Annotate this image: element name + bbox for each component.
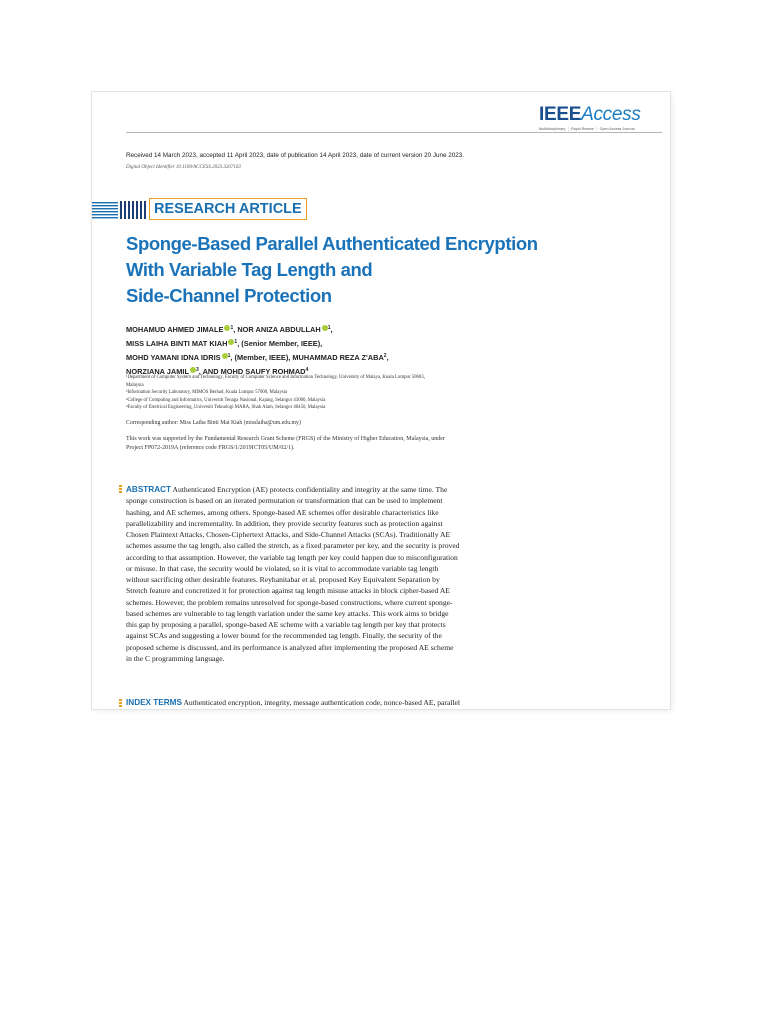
abstract-line: according to that assumption. However, the variable tag length per key could happen due to misconfiguration (126, 552, 458, 562)
corresponding-author: Corresponding author: Miss Laiha Binti Mat Kiah (misslaiha@um.edu.my) (126, 420, 301, 426)
affiliation-mark: 1 (227, 353, 231, 359)
author-line (126, 350, 656, 364)
index-terms-heading: INDEX TERMS (126, 698, 182, 707)
author-separator: , (330, 325, 333, 334)
affiliations (126, 374, 646, 412)
abstract-line: Stretch feature and concretized it for protection against tag length misuse attacks in block cipher-based AE (126, 586, 450, 596)
title-line: Sponge-Based Parallel Authenticated Encryption (126, 233, 538, 254)
article-type-badge: RESEARCH ARTICLE (149, 198, 307, 220)
author-line (126, 336, 656, 350)
logo-access-text: Access (581, 104, 641, 125)
abstract-line: against SCAs and suggesting a lower bound for the recommended tag length. Finally, the security of the (126, 631, 442, 641)
affiliation-line: ¹Department of Computer System and Technology, Faculty of Computer Science and Information Technology, University of Malaya, Kuala Lumpur 50603, (126, 375, 425, 380)
author-name: MISS LAIHA BINTI MAT KIAH (126, 339, 228, 348)
abstract-line: without sacrificing other desirable features. Reyhanitabar et al. proposed Key Equivalent Separation by (126, 575, 440, 584)
author-name: NORZIANA JAMIL (126, 367, 189, 376)
affiliation-line: ²Information Security Laboratory, MIMOS Berhad, Kuala Lumpur 57000, Malaysia (126, 390, 288, 396)
author-name: , AND MOHD SAUFY ROHMAD (198, 367, 306, 376)
abstract-line (126, 484, 666, 495)
affiliation-line: Malaysia (126, 382, 144, 388)
author-name: MOHD YAMANI IDNA IDRIS (126, 353, 221, 362)
abstract-line: schemes assume the tag length, also called the stretch, as a fixed parameter per key, and the security is proved (126, 541, 460, 551)
funding-note (126, 435, 606, 453)
ieee-access-logo (539, 104, 657, 131)
affiliation-mark: 2 (383, 353, 387, 359)
affiliation-line: ⁴Faculty of Electrical Engineering, Universiti Teknologi MARA, Shah Alam, Selangor 40450, Malaysia (126, 405, 326, 411)
doi-line: Digital Object Identifier 10.1109/ACCESS.2023.3267163 (126, 165, 241, 170)
funding-line: Project FP072-2019A (reference code FRGS/1/2019ICT05/UM/02/1). (126, 445, 295, 451)
author-name: MOHAMUD AHMED JIMALE (126, 325, 224, 334)
affiliation-line: ³College of Computing and Informatics, Universiti Tenaga Nasional, Kajang, Selangor 43000, Malaysia (126, 397, 326, 403)
abstract-line: sponge construction is based on an iterated permutation or transformation that can be used to implement (126, 496, 443, 506)
abstract-line: this gap by proposing a parallel, sponge-based AE scheme with a variable tag length per key that protects (126, 620, 446, 629)
abstract-section (126, 484, 666, 664)
abstract-line: Chosen Plaintext Attacks, Chosen-Ciphertext Attacks, and Side-Channel Attacks (SCAs). Traditionally AE (126, 530, 451, 539)
research-article-stripes-icon (92, 200, 148, 220)
index-marker-icon (119, 699, 123, 708)
affiliation-mark: 1 (327, 325, 331, 331)
header-rule (126, 132, 662, 133)
abstract-line: hashing, and AE schemes, among others. Sponge-based AE schemes offer desirable characteristics like (126, 507, 439, 517)
paper-page (92, 92, 670, 709)
affiliation-mark: 1 (230, 325, 234, 331)
author-list (126, 322, 656, 378)
abstract-text: Authenticated Encryption (AE) protects confidentiality and integrity at the same time. The (172, 485, 448, 494)
paper-title (126, 231, 606, 309)
author-role: , (Senior Member, IEEE), (237, 339, 323, 348)
abstract-line: proposed scheme is discussed, and its performance is analyzed after implementing the proposed AE scheme (126, 642, 454, 652)
abstract-line: schemes. However, the problem remains unresolved for sponge-based constructions, where current sponge- (126, 597, 453, 607)
logo-tagline: Multidisciplinary ⋮ Rapid Review ⋮ Open Access Journal (539, 127, 635, 131)
affiliation-mark: 4 (305, 367, 309, 373)
abstract-line: or misuse. In that case, the security would be violated, so it is vital to accommodate variable tag length (126, 563, 439, 573)
affiliation-mark: 1 (234, 339, 238, 345)
author-separator: , (386, 353, 389, 362)
abstract-line: parallelizability and incrementality. In addition, they provide security features such as protection against (126, 518, 443, 528)
abstract-heading: ABSTRACT (126, 485, 172, 494)
index-terms-text: Authenticated encryption, integrity, message authentication code, nonce-based AE, parallel (183, 698, 461, 707)
abstract-line: in the C programming language. (126, 653, 225, 663)
title-line: Side-Channel Protection (126, 285, 332, 306)
abstract-line: based schemes are vulnerable to tag length variation under the same key attacks. This work aims to bridge (126, 608, 449, 618)
author-line (126, 322, 656, 336)
index-terms (126, 698, 666, 707)
logo-ieee-text: IEEE (539, 104, 582, 125)
author-name: , (Member, IEEE), MUHAMMAD REZA Z'ABA (230, 353, 384, 362)
received-dates: Received 14 March 2023, accepted 11 April 2023, date of publication 14 April 2023, date of current version 20 June 2023. (126, 152, 465, 159)
abstract-marker-icon (119, 485, 123, 494)
affiliation-mark: 3 (195, 367, 199, 373)
author-name: , NOR ANIZA ABDULLAH (233, 325, 321, 334)
title-line: With Variable Tag Length and (126, 259, 373, 280)
funding-line: This work was supported by the Fundamental Research Grant Scheme (FRGS) of the Ministry of Higher Education, Malaysia, under (126, 436, 445, 442)
